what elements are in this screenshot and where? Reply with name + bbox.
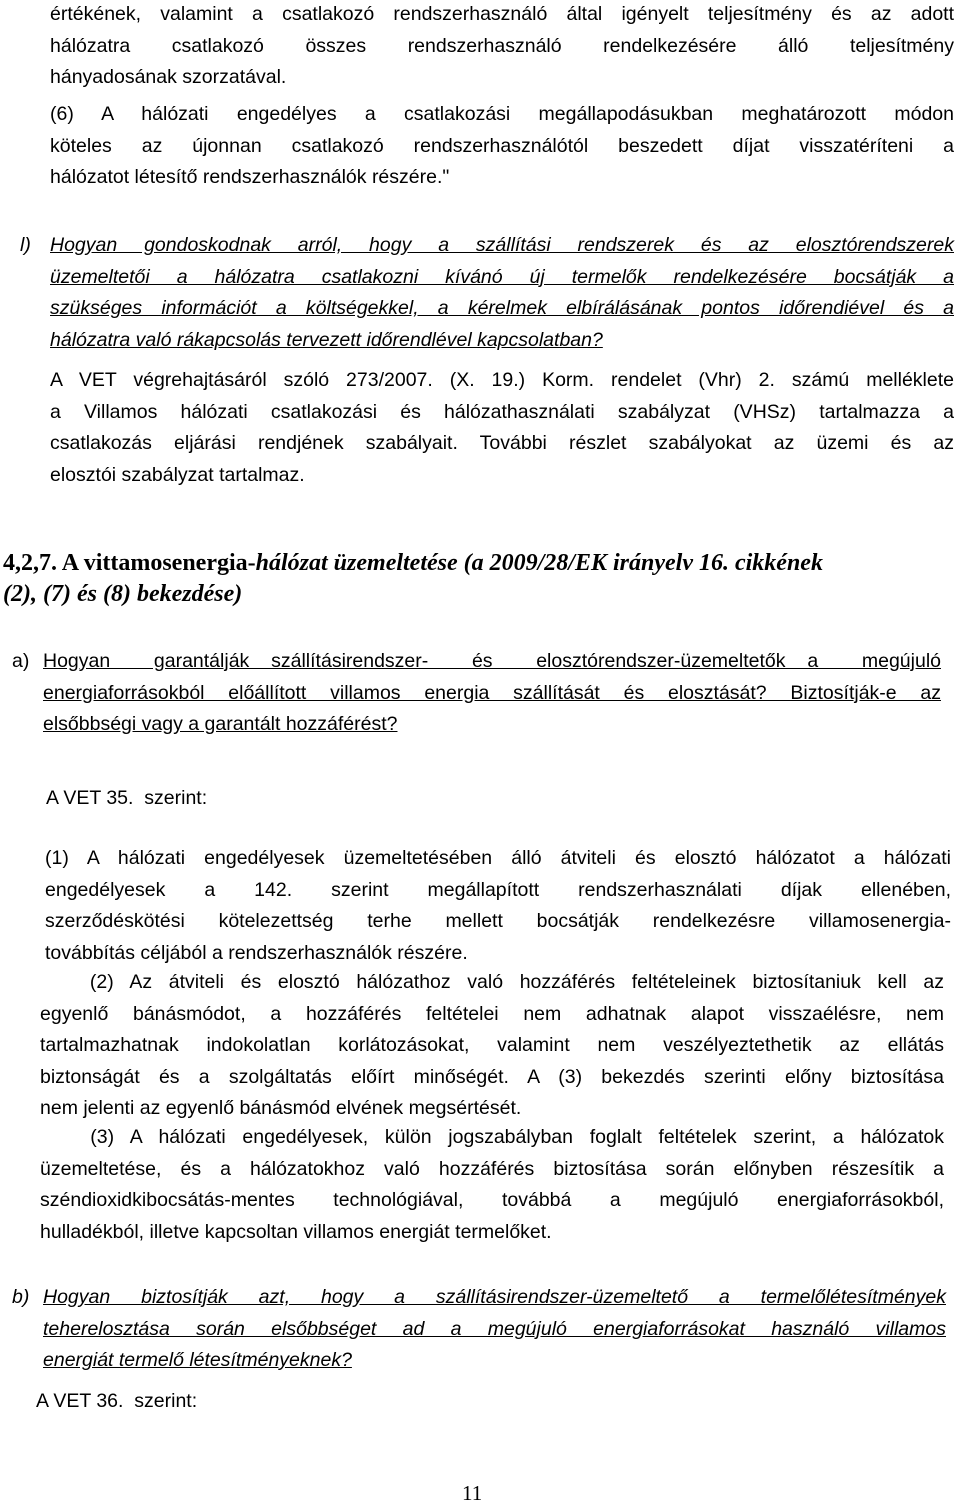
- text-line: hálózatra való rákapcsolás tervezett időrendlével kapcsolatban?: [50, 328, 603, 351]
- question-b-label: b): [12, 1286, 30, 1308]
- text-line: csatlakozás eljárási rendjének szabályait. További részlet szabályokat az üzemi és az: [50, 432, 954, 454]
- text-line: üzemeltetése, és a hálózatokhoz való hozzáférés biztosítása során előnyben részesítik a: [40, 1157, 944, 1180]
- heading-lead: A vittamosenergia-: [61, 550, 256, 576]
- heading-line: (2), (7) és (8) bekezdése): [3, 581, 243, 607]
- text-line: köteles az újonnan csatlakozó rendszerhasználótól beszedett díjat visszatéríteni a: [50, 134, 954, 157]
- question-b-text: [43, 1282, 946, 1377]
- text-line: elsőbbségi vagy a garantált hozzáférést?: [43, 713, 398, 735]
- text-line: teherelosztása során elsőbbséget ad a megújuló energiaforrásokat használó villamos: [43, 1317, 946, 1340]
- text-line: A VET végrehajtásáról szóló 273/2007. (X. 19.) Korm. rendelet (Vhr) 2. számú melléklete: [50, 369, 954, 391]
- heading-rest: hálózat üzemeltetése (a 2009/28/EK irányelv 16. cikkének: [255, 550, 823, 576]
- vet35-paragraph-3: [40, 1122, 944, 1248]
- intro-paragraph: [50, 0, 954, 94]
- text-line: hálózatot létesítő rendszerhasználók részére.": [50, 166, 450, 188]
- text-line: egyenlő bánásmódot, a hozzáférés feltételei nem adhatnak alapot visszaélésre, nem: [40, 1002, 944, 1025]
- text-line: értékének, valamint a csatlakozó rendszerhasználó által igényelt teljesítmény és az adott: [50, 3, 954, 25]
- text-line: továbbítás céljából a rendszerhasználók részére.: [45, 941, 468, 964]
- question-l-label: l): [20, 234, 31, 256]
- text-line: energiaforrásokból előállított villamos energia szállítását és elosztását? Biztosítják-e az: [43, 681, 941, 704]
- text-line: Hogyan biztosítják azt, hogy a szállításirendszer-üzemeltető a termelőlétesítmények: [43, 1286, 946, 1308]
- text-line: Hogyan gondoskodnak arról, hogy a szállítási rendszerek és az elosztórendszerek: [50, 234, 954, 256]
- text-line: üzemeltetői a hálózatra csatlakozni kívánó új termelők rendelkezésére bocsátják a: [50, 265, 954, 288]
- text-line: széndioxidkibocsátás-mentes technológiával, továbbá a megújuló energiaforrásokból,: [40, 1189, 944, 1211]
- text-line: a Villamos hálózati csatlakozási és hálózathasználati szabályzat (VHSz) tartalmazza a: [50, 400, 954, 423]
- text-line: (1) A hálózati engedélyesek üzemeltetésében álló átviteli és elosztó hálózatot a hálózati: [45, 847, 951, 869]
- text-line: hálózatra csatlakozó összes rendszerhasználó rendelkezésére álló teljesítmény: [50, 34, 954, 57]
- page-number: 11: [462, 1481, 483, 1505]
- section-number: 4,2,7.: [3, 550, 57, 576]
- text-line: (6) A hálózati engedélyes a csatlakozási megállapodásukban meghatározott módon: [50, 103, 954, 125]
- vet35-paragraph-1: [45, 843, 951, 969]
- text-line: hányadosának szorzatával.: [50, 66, 287, 88]
- section-heading: [3, 548, 947, 610]
- paragraph-6: [50, 99, 954, 194]
- text-line: szükséges információt a költségekkel, a kérelmek elbírálásának pontos időrendiével és a: [50, 297, 954, 319]
- vet36-title: A VET 36. szerint:: [36, 1390, 198, 1412]
- text-line: engedélyesek a 142. szerint megállapított rendszerhasználati díjak ellenében,: [45, 878, 951, 901]
- vet35-paragraph-2: [40, 967, 944, 1125]
- question-a-label: a): [12, 650, 30, 672]
- text-line: energiát termelő létesítményeknek?: [43, 1349, 352, 1371]
- text-line: Hogyan garantálják szállításirendszer- és elosztórendszer-üzemeltetők a megújuló: [43, 650, 941, 672]
- text-line: biztonságát és a szolgáltatás előírt minőségét. A (3) bekezdés szerinti előny biztosítása: [40, 1065, 944, 1088]
- text-line: elosztói szabályzat tartalmaz.: [50, 463, 305, 486]
- vet35-title: A VET 35. szerint:: [46, 787, 208, 809]
- answer-l-text: [50, 365, 954, 491]
- question-l-text: [50, 230, 954, 356]
- text-line: tartalmazhatnak indokolatlan korlátozásokat, valamint nem veszélyeztethetik az ellátás: [40, 1034, 944, 1056]
- text-line: (3) A hálózati engedélyesek, külön jogszabályban foglalt feltételek szerint, a hálózatok: [40, 1126, 944, 1148]
- text-line: hulladékból, illetve kapcsoltan villamos energiát termelőket.: [40, 1220, 552, 1243]
- question-a-text: [43, 646, 941, 741]
- text-line: (2) Az átviteli és elosztó hálózathoz való hozzáférés feltételeinek biztosítaniuk kell az: [40, 971, 944, 993]
- heading-line: [3, 548, 947, 579]
- text-line: nem jelenti az egyenlő bánásmód elvének megsértését.: [40, 1097, 522, 1119]
- text-line: szerződéskötési kötelezettség terhe mellett bocsátják rendelkezésre villamosenergia-: [45, 910, 951, 932]
